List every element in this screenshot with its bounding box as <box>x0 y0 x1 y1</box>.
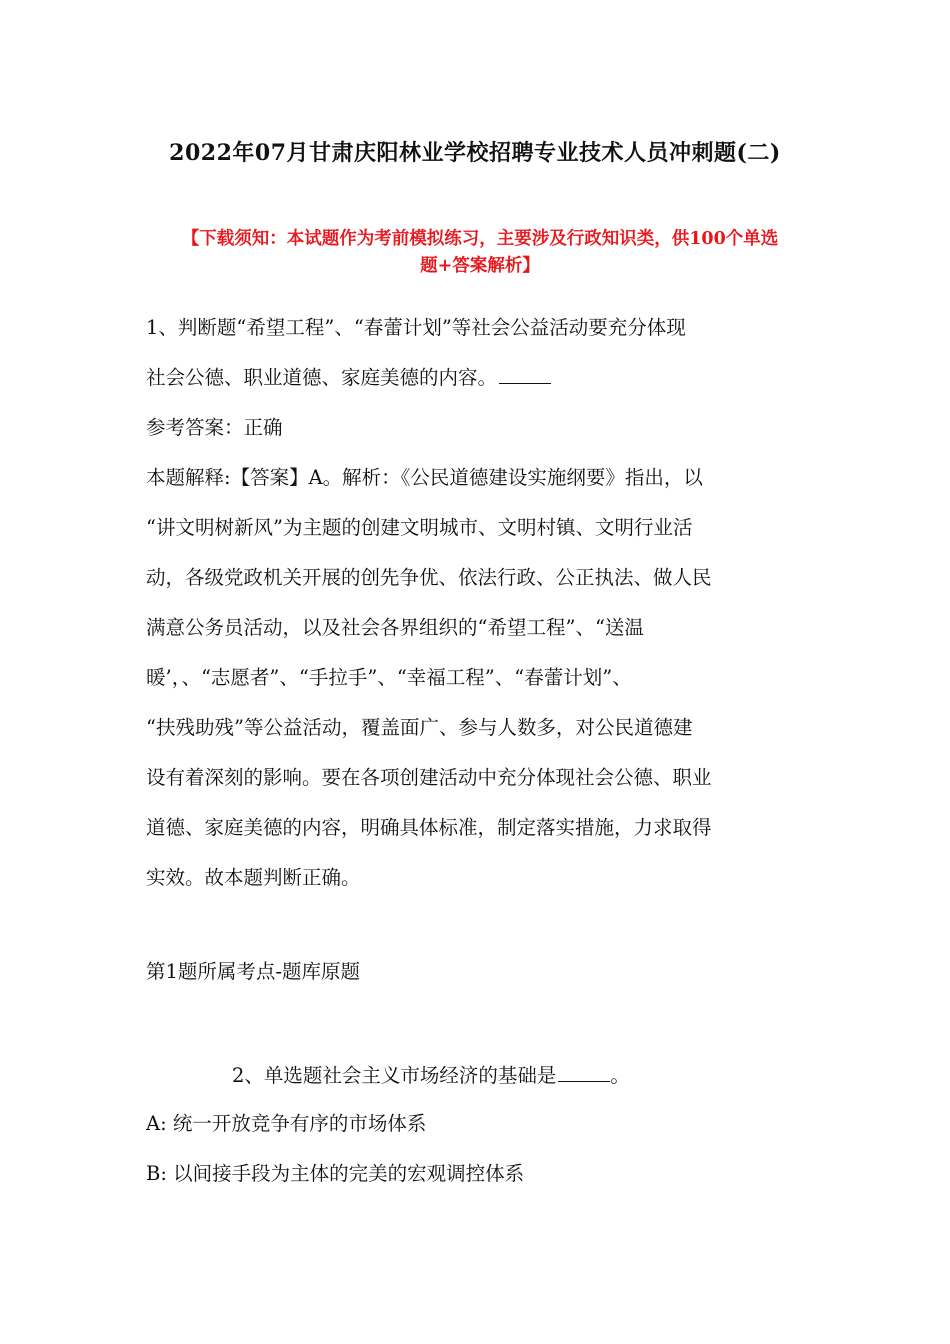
answer-blank <box>499 365 551 384</box>
q1-explanation-line: 实效。故本题判断正确。 <box>146 866 361 889</box>
download-notice <box>150 226 810 280</box>
q1-explanation-line: 暖’，、“志愿者”、“手拉手”、“幸福工程”、“春蕾计划”、 <box>146 666 632 689</box>
q1-explanation-line: 设有着深刻的影响。要在各项创建活动中充分体现社会公德、职业 <box>146 766 712 789</box>
q1-explanation-line: 满意公务员活动，以及社会各界组织的“希望工程”、“送温 <box>146 616 644 639</box>
q2-stem-text: 2、单选题社会主义市场经济的基础是 <box>232 1064 557 1087</box>
document-title: 2022年07月甘肃庆阳林业学校招聘专业技术人员冲刺题(二) <box>169 140 781 166</box>
q2-option-b: B: 以间接手段为主体的完美的宏观调控体系 <box>146 1162 525 1185</box>
q1-explanation-line: 本题解释:【答案】A。解析：《公民道德建设实施纲要》指出，以 <box>146 466 703 489</box>
q1-explanation-line: 动，各级党政机关开展的创先争优、依法行政、公正执法、做人民 <box>146 566 712 589</box>
q2-stem <box>232 1062 630 1090</box>
answer-blank <box>558 1063 610 1082</box>
notice-line-1: 【下载须知：本试题作为考前模拟练习，主要涉及行政知识类，供100个单选 <box>181 229 779 249</box>
q2-stem-end: 。 <box>610 1064 630 1087</box>
q1-stem-text: 社会公德、职业道德、家庭美德的内容。 <box>146 366 498 389</box>
q1-stem-line-2 <box>146 364 551 392</box>
q1-explanation-line: “讲文明树新风”为主题的创建文明城市、文明村镇、文明行业活 <box>146 516 693 539</box>
q1-explanation-line: 道德、家庭美德的内容，明确具体标准，制定落实措施，力求取得 <box>146 816 712 839</box>
q1-stem-line-1: 1、判断题“希望工程”、“春蕾计划”等社会公益活动要充分体现 <box>146 316 686 339</box>
q1-explanation-line: “扶残助残”等公益活动，覆盖面广、参与人数多，对公民道德建 <box>146 716 693 739</box>
q2-option-a: A: 统一开放竞争有序的市场体系 <box>146 1112 427 1135</box>
q1-topic: 第1题所属考点-题库原题 <box>146 960 360 983</box>
notice-line-2: 题+答案解析】 <box>420 256 540 276</box>
q1-answer: 参考答案：正确 <box>146 416 283 439</box>
